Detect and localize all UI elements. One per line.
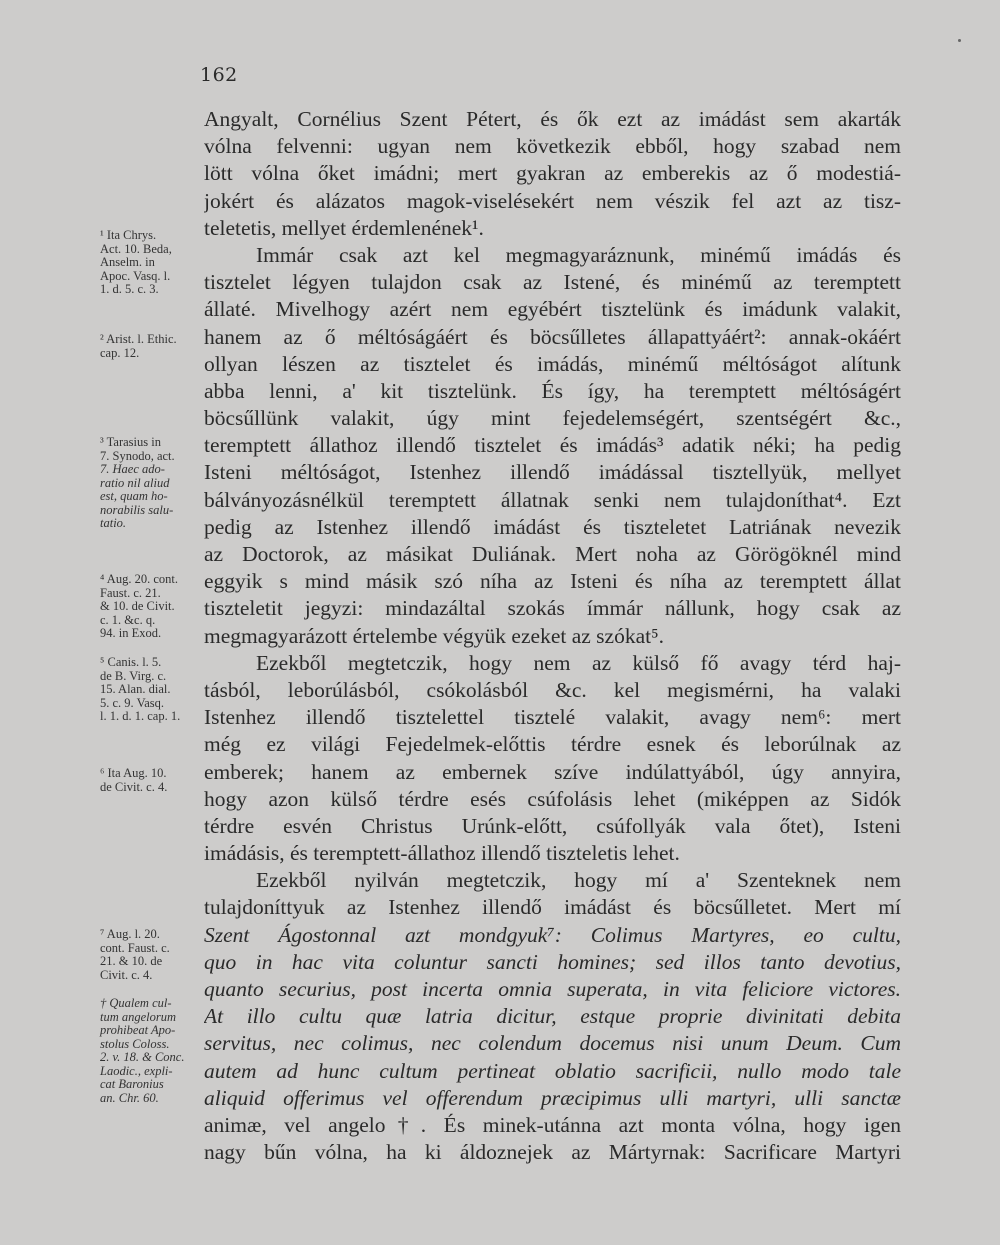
text-line: lött vólna őket imádni; mert gyakran az emberekis az ő modestiá-	[204, 161, 901, 186]
text-line: Ezekből megtetczik, hogy nem az külső fő avagy térd haj-	[256, 650, 901, 675]
margin-note-line: 94. in Exod.	[100, 626, 162, 640]
text-line: térdre esvén Christus Urúnk-előtt, csúfollyák vala őtet), Isteni	[204, 813, 901, 838]
margin-note-line: cap. 12.	[100, 345, 140, 360]
text-line: az Doctorok, az másikat Duliának. Mert noha az Görögöknél mind	[204, 542, 901, 566]
text-line: Ezekből nyilván megtetczik, hogy mí a' Szenteknek nem	[256, 868, 901, 893]
text-line: Isteni méltóságot, Istenhez illendő imádással tisztellyük, mellyet	[204, 460, 901, 485]
margin-note-line: tatio.	[100, 516, 127, 530]
text-line: tásból, leborúlásból, csókolásból &c. kel megismérni, ha valaki	[204, 677, 901, 702]
margin-note-line: cat Baronius	[100, 1077, 164, 1091]
margin-note-line: 2. v. 18. & Conc.	[100, 1050, 185, 1064]
margin-note-line: Faust. c. 21.	[100, 585, 161, 600]
text-line: abba lenni, a' kit tisztelünk. És így, ha teremptett méltóságért	[204, 378, 901, 403]
margin-note-line: 7. Haec ado-	[100, 462, 165, 476]
text-line: tulajdoníttyuk az Istenhez illendő imádást és böcsűlletet. Mert mí	[204, 895, 901, 920]
margin-note-line: 1. d. 5. c. 3.	[100, 282, 159, 296]
margin-note-line: an. Chr. 60.	[100, 1090, 159, 1105]
margin-note-line: ² Arist. l. Ethic.	[100, 332, 177, 346]
text-line: állaté. Mivelhogy azért nem egyébért tisztelünk és imádunk valakit,	[204, 297, 901, 322]
margin-note-line: & 10. de Civit.	[100, 599, 175, 613]
margin-note-line: de Civit. c. 4.	[100, 779, 168, 794]
paper-speck	[958, 39, 961, 42]
main-text	[204, 106, 901, 1166]
margin-note	[100, 229, 204, 297]
text-line: teremptett állathoz illendő tisztelet és imádás³ adatik néki; ha pedig	[204, 433, 901, 458]
text-line: Immár csak azt kel megmagyaráznunk, minémű imádás és	[256, 242, 901, 267]
text-line: At illo cultu quæ latria dicitur, estque proprie divinitati debita	[204, 1004, 901, 1029]
margin-note-line: 5. c. 9. Vasq.	[100, 695, 165, 710]
text-line: aliquid offerimus vel offerendum præcipimus ulli martyri, ulli sanctæ	[204, 1085, 901, 1110]
margin-note-line: † Qualem cul-	[100, 996, 172, 1010]
margin-note-line: 15. Alan. dial.	[100, 682, 171, 696]
page-number: 162	[200, 64, 238, 86]
margin-note-line: ⁴ Aug. 20. cont.	[100, 572, 178, 586]
text-line: bálványozásnélkül teremptett állatnak senki nem tulajdoníthat⁴. Ezt	[204, 487, 901, 512]
margin-note	[100, 928, 204, 982]
text-line: Angyalt, Cornélius Szent Pétert, és ők ezt az imádást sem akarták	[204, 107, 901, 131]
text-line: böcsűllünk valakit, úgy mint fejedelemségért, szentségért &c.,	[204, 406, 901, 431]
text-line: pedig az Istenhez illendő imádást és tiszteletet Latriának nevezik	[204, 514, 901, 539]
margin-note	[100, 436, 204, 531]
text-line: hanem az ő méltóságáért és böcsűlletes állapattyáért²: annak-okáért	[204, 324, 901, 349]
margin-note-line: 7. Synodo, act.	[100, 448, 175, 463]
text-line: még ez világi Fejedelmek-előttis térdre esnek és leborúlnak az	[204, 732, 901, 757]
margin-note-line: tum angelorum	[100, 1009, 177, 1024]
text-line: autem ad hunc cultum pertineat oblatio sacrificii, nullo modo tale	[204, 1058, 901, 1083]
text-line: tisztelet légyen tulajdon csak az Istené, és minémű az teremptett	[204, 270, 901, 295]
text-line: imádásis, és teremptett-állathoz illendő tiszteletis lehet.	[204, 841, 680, 866]
margin-note-line: Civit. c. 4.	[100, 967, 153, 982]
text-line: servitus, nec colimus, nec colendum docemus nisi unum Deum. Cum	[204, 1031, 901, 1056]
margin-note-line: Anselm. in	[100, 255, 155, 269]
text-line: vólna felvenni: ugyan nem következik ebből, hogy szabad nem	[204, 134, 901, 159]
margin-note-line: Act. 10. Beda,	[100, 241, 172, 256]
margin-note-line: de B. Virg. c.	[100, 668, 167, 683]
text-line: Szent Ágostonnal azt mondgyuk⁷: Colimus Martyres, eo cultu,	[204, 922, 901, 947]
text-line: quo in hac vita coluntur sancti homines; sed illos tanto devotius,	[204, 949, 901, 974]
text-line: nagy bűn vólna, ha ki áldoznejek az Mártyrnak: Sacrificare Martyri	[204, 1140, 901, 1165]
text-line: teletetis, mellyet érdemlenének¹.	[204, 215, 484, 240]
margin-note-line: c. 1. &c. q.	[100, 612, 156, 627]
margin-note-line: est, quam ho-	[100, 489, 168, 503]
margin-note-line: 21. & 10. de	[100, 954, 163, 968]
margin-note-line: ³ Tarasius in	[100, 435, 161, 449]
text-line: tiszteletit jegyzi: mindazáltal szokás ímmár nállunk, hogy csak az	[204, 596, 901, 621]
margin-note-line: l. 1. d. 1. cap. 1.	[100, 709, 181, 723]
margin-note-line: Laodic., expli-	[100, 1063, 173, 1078]
text-line: quanto securius, post incerta omnia superata, in vita feliciore victores.	[204, 977, 901, 1001]
text-line: hogy azon külső térdre esés csúfolásis lehet (miképpen az Sidók	[204, 786, 901, 811]
text-line: jokért és alázatos magok-viselésekért nem vészik fel azt az tisz-	[204, 188, 901, 213]
margin-note-line: ⁶ Ita Aug. 10.	[100, 766, 167, 780]
text-line: megmagyarázott értelembe végyük ezeket az szókat⁵.	[204, 623, 664, 648]
text-line: Istenhez illendő tisztelettel tisztelé valakit, avagy nem⁶: mert	[204, 705, 901, 730]
margin-note	[100, 656, 204, 724]
margin-note-line: ¹ Ita Chrys.	[100, 228, 157, 242]
margin-note-line: ⁵ Canis. l. 5.	[100, 655, 162, 669]
margin-note	[100, 767, 204, 794]
margin-note	[100, 573, 204, 641]
margin-note-line: prohibeat Apo-	[100, 1023, 176, 1037]
margin-note	[100, 333, 204, 360]
margin-note-line: norabilis salu-	[100, 502, 174, 517]
margin-note-line: ratio nil aliud	[100, 475, 170, 490]
margin-note-line: cont. Faust. c.	[100, 940, 170, 955]
margin-note-line: ⁷ Aug. l. 20.	[100, 927, 160, 941]
text-line: ollyan lészen az tisztelet és imádás, minémű méltóságot alítunk	[204, 351, 901, 376]
text-line: emberek; hanem az embernek szíve indúlattyából, úgy annyira,	[204, 759, 901, 784]
margin-note-line: Apoc. Vasq. l.	[100, 268, 171, 283]
margin-note-line: stolus Coloss.	[100, 1036, 170, 1051]
text-line: animæ, vel angelo†. És minek-utánna azt monta vólna, hogy igen	[204, 1112, 901, 1137]
margin-note	[100, 997, 204, 1105]
text-line: eggyik s mind másik szó níha az Isteni és níha az teremptett állat	[204, 569, 901, 594]
